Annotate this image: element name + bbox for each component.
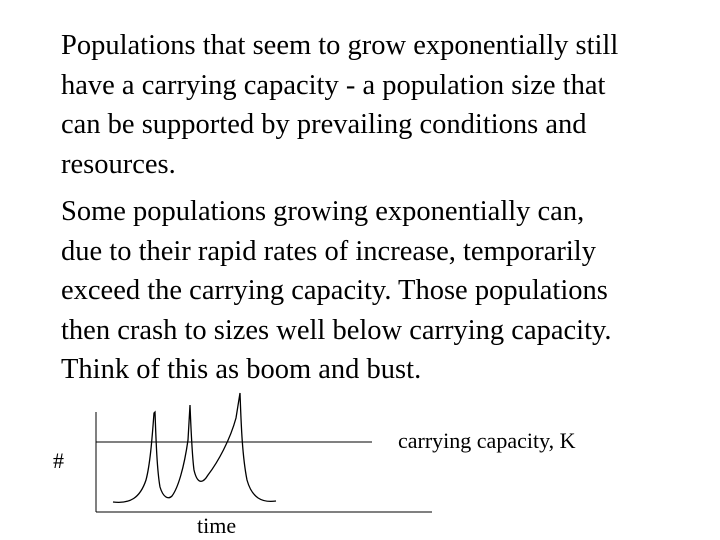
y-axis-label: # [53, 448, 64, 473]
boom-bust-paragraph: Some populations growing exponentially can, due to their rapid rates of increase, temporarily exceed the carrying capacity. Those populations then crash to sizes well below carrying capacity. Think of this as boom and bust. [61, 196, 612, 385]
population-curve [113, 393, 276, 502]
intro-paragraph: Populations that seem to grow exponentially still have a carrying capacity - a population size that can be supported by prevailing conditions and resources. [61, 30, 619, 180]
carrying-capacity-label: carrying capacity, K [398, 428, 576, 453]
x-axis-label: time [197, 513, 237, 538]
